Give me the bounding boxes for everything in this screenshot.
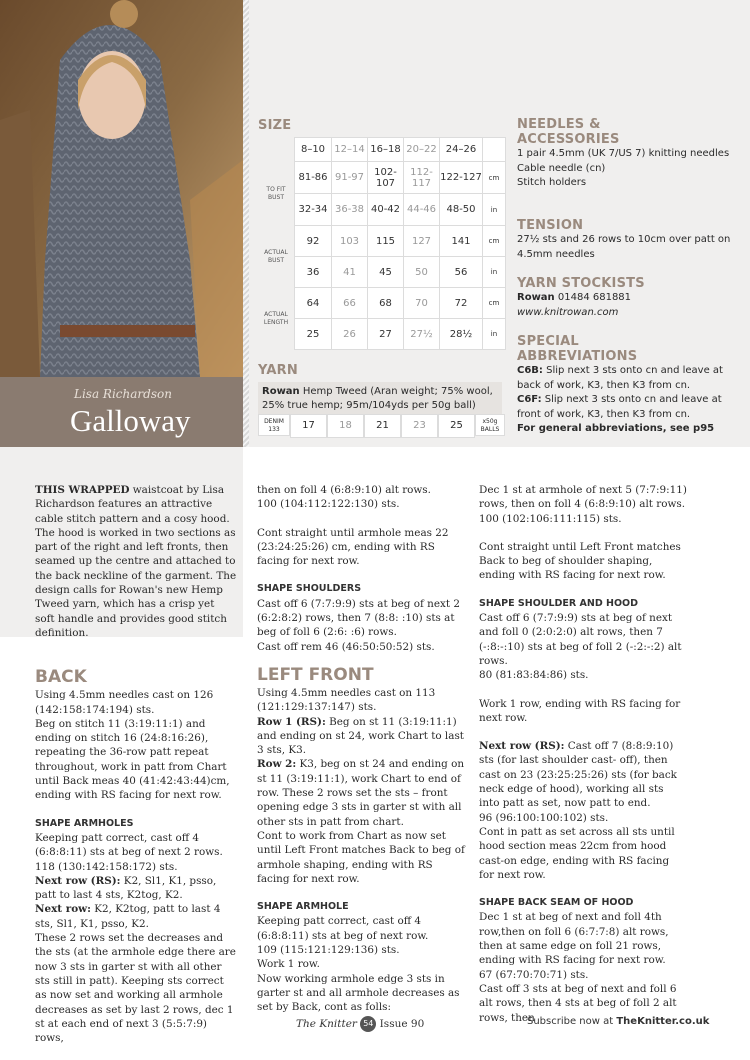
shade-label: DENIM 133	[258, 414, 290, 436]
paragraph: 96 (96:100:100:102) sts.	[479, 811, 609, 824]
designer-name: Lisa Richardson	[74, 387, 172, 401]
cell: 91-97	[332, 162, 368, 194]
size-5: 24–26	[440, 138, 483, 162]
row-text: Beg on st 11 (3:19:11:1) and ending on st 24, work Chart to last 3 sts, K3.	[257, 715, 464, 757]
armholes-heading: SHAPE ARMHOLES	[35, 817, 134, 829]
cell: 112-117	[404, 162, 440, 194]
paragraph: Now working armhole edge 3 sts in garter st and all armhole decreases as set by Back, cont as folls:	[257, 972, 460, 1014]
abbreviations-section	[517, 334, 742, 437]
issue-number: Issue 90	[379, 1018, 425, 1030]
cell: 32-34	[295, 194, 332, 226]
tension-section	[517, 218, 742, 262]
paragraph: Dec 1 st at armhole of next 5 (7:7:9:11) rows, then on foll 4 (6:8:9:10) alt rows.	[479, 484, 687, 511]
paragraph: Keeping patt correct, cast off 4 (6:8:8:11) sts at beg of next 2 rows.	[35, 831, 223, 859]
general-abbrev-note: For general abbreviations, see p95	[517, 423, 715, 434]
paragraph: 67 (67:70:70:71) sts.	[479, 968, 589, 981]
hero-photo	[0, 0, 243, 377]
back-seam-heading: SHAPE BACK SEAM OF HOOD	[479, 897, 634, 909]
cell: 68	[368, 288, 404, 319]
abbrev-text: Slip next 3 sts onto cn and leave at back of work, K3, then K3 from cn.	[517, 365, 723, 391]
cell: 44-46	[404, 194, 440, 226]
column-1	[35, 483, 237, 1045]
intro-lead: THIS WRAPPED	[35, 484, 130, 496]
paragraph: 100 (102:106:111:115) sts.	[479, 512, 622, 525]
cell: 70	[404, 288, 440, 319]
paragraph: 109 (115:121:129:136) sts.	[257, 944, 400, 957]
ball-count: 18	[327, 414, 364, 438]
row-text: Cast off 7 (8:8:9:10) sts (for last shoulder cast- off), then cast on 23 (23:25:25:26) sts (for back neck edge of hood), working all sts into patt as set, now patt to end.	[479, 740, 677, 810]
abbrev-text: Slip next 3 sts onto cn and leave at front of work, K3, then K3 from cn.	[517, 394, 722, 420]
unit-in: in	[483, 257, 506, 288]
unit-cm: cm	[483, 226, 506, 257]
yarn-description	[258, 382, 502, 416]
yarn-text: Hemp Tweed (Aran weight; 75% wool, 25% true hemp; 95m/104yds per 50g ball)	[262, 386, 493, 411]
paragraph	[257, 757, 467, 828]
page-number: 54	[360, 1016, 376, 1032]
cell: 27½	[404, 319, 440, 350]
stockists-heading: YARN STOCKISTS	[517, 276, 645, 291]
title-box	[0, 377, 243, 447]
paragraph: Cont in patt as set across all sts until hood section meas 22cm from hood cast-on edge, ending with RS facing for next row.	[479, 825, 675, 881]
paragraph: Dec 1 st at beg of next and foll 4th row,then on foll 6 (6:7:7:8) alt rows, then at same edge on foll 21 rows, ending with RS facing for next row.	[479, 911, 669, 967]
cell: 36	[295, 257, 332, 288]
needles-line: Cable needle (cn)	[517, 162, 606, 174]
cell: 45	[368, 257, 404, 288]
stockist-link[interactable]: www.knitrowan.com	[517, 306, 619, 318]
paragraph: Using 4.5mm needles cast on 126 (142:158:174:194) sts.	[35, 689, 214, 716]
cell: 81-86	[295, 162, 332, 194]
intro-body: waistcoat by Lisa Richardson features an attractive cable stitch pattern and a cosy hood. The hood is worked in two sections as part of the right and left fronts, then seamed up the centre and attached to the back neckline of the garment. The design calls for Rowan's new Hemp Tweed yarn, which has a crisp yet soft handle and provides good stitch definition.	[35, 484, 237, 639]
cell: 103	[332, 226, 368, 257]
unit-in: in	[483, 194, 506, 226]
footer-subscribe	[527, 1016, 709, 1027]
actual-length-label: ACTUAL LENGTH	[263, 310, 289, 326]
magazine-name: The Knitter	[296, 1018, 357, 1030]
abbrev-key: C6B:	[517, 365, 543, 376]
row-text: K3, beg on st 24 and ending on st 11 (3:19:11:1), work Chart to end of row. These 2 rows set the sts – front opening edge 3 sts in garter st with all other sts in patt from chart.	[257, 758, 465, 828]
cell: 36-38	[332, 194, 368, 226]
needles-heading: NEEDLES & ACCESSORIES	[517, 117, 620, 147]
stockist-name: Rowan	[517, 292, 555, 303]
subscribe-text: Subscribe now at	[527, 1016, 617, 1027]
stockists-section	[517, 276, 742, 320]
paragraph: Cont to work from Chart as now set until Left Front matches Back to beg of armhole shaping, ending with RS facing for next row.	[257, 829, 465, 885]
paragraph: Cont straight until Left Front matches Back to beg of shoulder shaping, ending with RS facing for next row.	[479, 540, 681, 582]
subscribe-link[interactable]: TheKnitter.co.uk	[616, 1016, 710, 1027]
paragraph	[257, 715, 467, 758]
paragraph	[35, 874, 237, 903]
intro-text	[35, 483, 237, 640]
paragraph: These 2 rows set the decreases and the sts (at the armhole edge there are now 3 sts in garter st with all other sts still in patt). Keeping sts correct as now set and working all armhole decreases as set by last 2 rows, dec 1 st at each end of next 3 (5:5:7:9) rows,	[35, 932, 236, 1045]
cell: 72	[440, 288, 483, 319]
to-fit-bust-label: TO FIT BUST	[266, 185, 286, 201]
cell: 92	[295, 226, 332, 257]
row-key: Next row (RS):	[35, 874, 121, 887]
actual-bust-label: ACTUAL BUST	[264, 248, 288, 264]
paragraph: 80 (81:83:84:86) sts.	[479, 669, 589, 682]
cell: 40-42	[368, 194, 404, 226]
paragraph: Work 1 row.	[257, 958, 320, 971]
shoulders-heading: SHAPE SHOULDERS	[257, 583, 362, 595]
ball-count: 21	[364, 414, 401, 438]
cell: 25	[295, 319, 332, 350]
column-3	[479, 483, 687, 1025]
cell: 56	[440, 257, 483, 288]
needles-section	[517, 117, 742, 191]
yarn-brand: Rowan	[262, 386, 300, 397]
paragraph	[479, 739, 687, 810]
size-heading: SIZE	[258, 118, 292, 133]
cell: 50	[404, 257, 440, 288]
shoulder-hood-heading: SHAPE SHOULDER AND HOOD	[479, 597, 639, 609]
paragraph	[35, 902, 237, 931]
size-3: 16–18	[368, 138, 404, 162]
row-text: K2, K2tog, patt to last 4 sts, Sl1, K1, psso, K2.	[35, 903, 221, 930]
stockist-phone: 01484 681881	[554, 292, 632, 303]
needles-line: Stitch holders	[517, 177, 587, 188]
back-heading: BACK	[35, 667, 87, 688]
tension-heading: TENSION	[517, 218, 584, 233]
tension-text: 27½ sts and 26 rows to 10cm over patt on 4.5mm needles	[517, 234, 731, 260]
paragraph: Cont straight until armhole meas 22 (23:24:25:26) cm, ending with RS facing for next row.	[257, 526, 449, 568]
ball-count: 23	[401, 414, 438, 438]
yarn-quantities	[258, 414, 505, 438]
row-key: Next row:	[35, 903, 91, 916]
size-4: 20–22	[404, 138, 440, 162]
cell: 141	[440, 226, 483, 257]
paragraph: Beg on stitch 11 (3:19:11:1) and ending on stitch 16 (24:8:16:26), repeating the 36-row patt repeat throughout, work in patt from Chart until Back meas 40 (41:42:43:44)cm, ending with RS facing for next row.	[35, 717, 230, 802]
paragraph: 100 (104:112:122:130) sts.	[257, 498, 400, 511]
cell: 28½	[440, 319, 483, 350]
cell: 48-50	[440, 194, 483, 226]
size-table	[258, 137, 506, 350]
cell: 41	[332, 257, 368, 288]
abbrev-key: C6F:	[517, 394, 542, 405]
paragraph: Work 1 row, ending with RS facing for next row.	[479, 697, 681, 724]
paragraph: 118 (130:142:158:172) sts.	[35, 860, 178, 873]
needles-line: 1 pair 4.5mm (UK 7/US 7) knitting needles	[517, 148, 730, 159]
ball-count: 17	[290, 414, 327, 438]
footer-issue	[296, 1016, 424, 1032]
cell: 115	[368, 226, 404, 257]
balls-unit: x50g BALLS	[475, 414, 505, 436]
cell: 127	[404, 226, 440, 257]
pattern-title: Galloway	[70, 403, 191, 438]
row-key: Row 2:	[257, 758, 297, 771]
unit-cm: cm	[483, 162, 506, 194]
cell: 122-127	[440, 162, 483, 194]
cell: 64	[295, 288, 332, 319]
paragraph: Cast off 6 (7:7:9:9) sts at beg of next 2 (6:2:8:2) rows, then 7 (8:8: :10) sts at beg of foll 6 (2:6: :6) rows.	[257, 597, 460, 639]
column-2	[257, 483, 467, 1015]
cell: 66	[332, 288, 368, 319]
paragraph: Cast off 3 sts at beg of next and foll 6 alt rows, then 4 sts at beg of foll 2 alt rows, then	[479, 982, 677, 1024]
cell: 26	[332, 319, 368, 350]
cell: 27	[368, 319, 404, 350]
abbreviations-heading: SPECIAL ABBREVIATIONS	[517, 334, 638, 364]
size-2: 12–14	[332, 138, 368, 162]
ball-count: 25	[438, 414, 475, 438]
row-key: Row 1 (RS):	[257, 715, 326, 728]
cell: 102-107	[368, 162, 404, 194]
row-text: K2, Sl1, K1, psso, patt to last 4 sts, K2tog, K2.	[35, 874, 217, 902]
left-front-heading: LEFT FRONT	[257, 664, 374, 685]
paragraph: Cast off rem 46 (46:50:50:52) sts.	[257, 640, 435, 653]
size-1: 8–10	[295, 138, 332, 162]
row-key: Next row (RS):	[479, 740, 565, 753]
paragraph: Cast off 6 (7:7:9:9) sts at beg of next and foll 0 (2:0:2:0) alt rows, then 7 (-:8:-:10) sts at beg of foll 2 (-:2:-:2) alt rows.	[479, 612, 682, 667]
unit-cm: cm	[483, 288, 506, 319]
unit-in: in	[483, 319, 506, 350]
paragraph: Keeping patt correct, cast off 4 (6:8:8:11) sts at beg of next row.	[257, 915, 429, 942]
paragraph: Using 4.5mm needles cast on 113 (121:129:137:147) sts.	[257, 686, 436, 714]
armhole-heading: SHAPE ARMHOLE	[257, 901, 349, 913]
paragraph: then on foll 4 (6:8:9:10) alt rows.	[257, 484, 431, 496]
yarn-heading: YARN	[258, 363, 298, 378]
